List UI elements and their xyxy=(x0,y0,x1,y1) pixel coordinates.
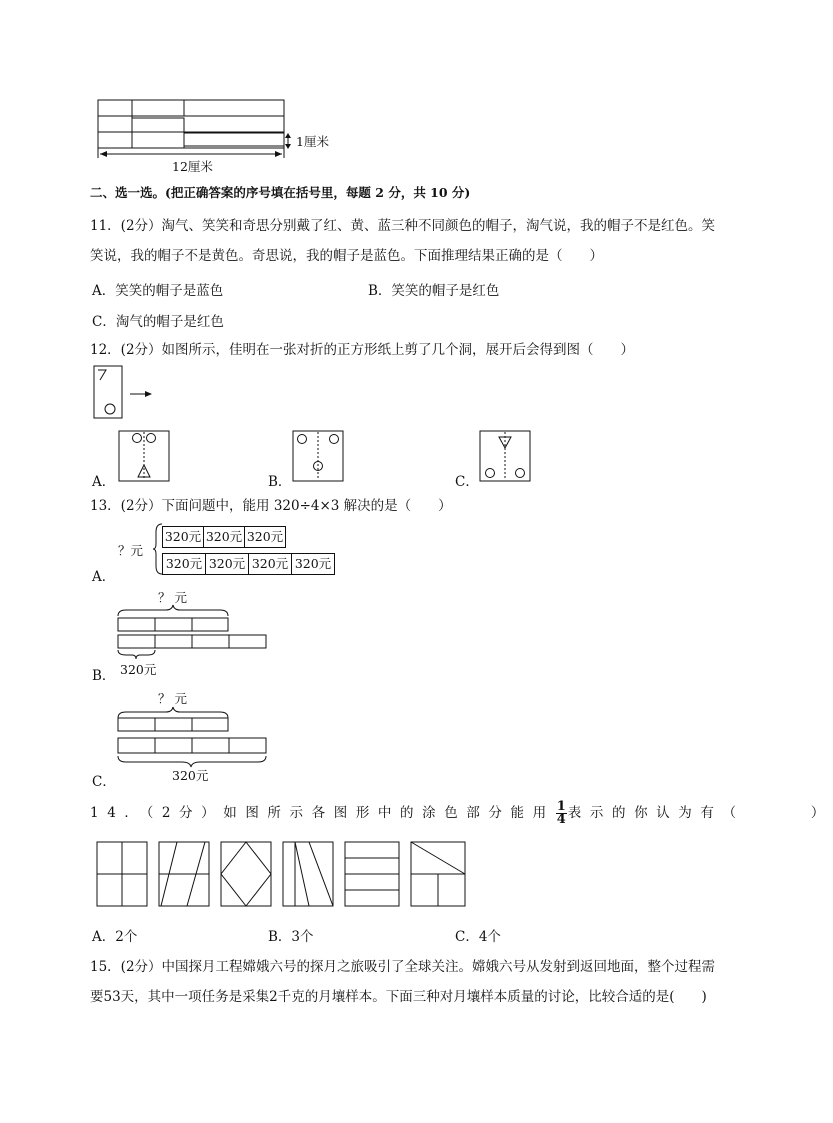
q13-c-diagram xyxy=(112,704,272,770)
q11-stem-line2: 笑说，我的帽子不是黄色。奇思说，我的帽子是蓝色。下面推理结果正确的是（ ） xyxy=(90,248,603,264)
q14-fraction xyxy=(556,801,567,826)
q13-b-unknown: ？ 元 xyxy=(158,590,187,605)
q13-option-a-label: A． xyxy=(92,569,116,585)
q14-shape-4 xyxy=(283,842,333,906)
q11-option-b: B．笑笑的帽子是红色 xyxy=(368,283,500,299)
q14-shape-1 xyxy=(97,842,147,906)
q12-option-a-label: A． xyxy=(92,474,116,490)
q13-a-cell: 320元 xyxy=(163,554,206,574)
q14-shape-6 xyxy=(411,842,465,906)
section-heading: 二、选一选。(把正确答案的序号填在括号里，每题 2 分，共 10 分) xyxy=(90,185,471,200)
q14-stem xyxy=(90,798,833,828)
q13-b-cell-label: 320元 xyxy=(120,662,157,677)
q13-stem: 13．(2分）下面问题中，能用 320÷4×3 解决的是（ ） xyxy=(90,498,452,514)
q13-option-b-label: B． xyxy=(92,668,116,684)
q13-a-row2 xyxy=(162,553,335,575)
q13-a-unknown: ？元 xyxy=(118,543,144,558)
q12-option-b-figure xyxy=(292,430,346,484)
q14-stem-after: 表示的你认为有（ ） xyxy=(567,805,833,821)
q14-stem-before: 14．（2分）如图所示各图形中的涂色部分能用 xyxy=(90,805,555,821)
q13-option-c-label: C． xyxy=(92,774,116,790)
q11-option-a: A．笑笑的帽子是蓝色 xyxy=(92,283,224,299)
q14-option-a: A．2个 xyxy=(92,929,138,945)
q13-a-cell: 320元 xyxy=(294,556,332,571)
q14-shapes xyxy=(95,840,470,910)
q12-option-b-label: B． xyxy=(268,474,292,490)
q15-stem-line2: 要53天，其中一项任务是采集2千克的月壤样本。下面三种对月壤样本质量的讨论，比较合适的是( ) xyxy=(90,989,707,1005)
q13-a-cell: 320元 xyxy=(249,554,292,574)
q13-a-cell: 320元 xyxy=(204,527,245,547)
q13-c-cell-label: 320元 xyxy=(172,768,209,783)
q13-a-cell: 320元 xyxy=(163,527,204,547)
q11-option-c: C．淘气的帽子是红色 xyxy=(92,314,224,330)
q12-option-c-figure xyxy=(479,430,533,484)
q15-stem-line1: 15．(2分）中国探月工程嫦娥六号的探月之旅吸引了全球关注。嫦娥六号从发射到返回地面，整个过程需 xyxy=(90,959,716,975)
q13-a-cell: 320元 xyxy=(246,529,284,544)
q14-option-b: B．3个 xyxy=(268,929,314,945)
q14-option-c: C．4个 xyxy=(455,929,501,945)
q13-c-unknown: ？ 元 xyxy=(158,691,187,706)
q14-fraction-numerator: 1 xyxy=(556,799,566,814)
q14-shape-5 xyxy=(345,842,399,906)
height-label: 1厘米 xyxy=(296,134,329,149)
q13-b-diagram xyxy=(112,602,272,662)
q12-option-a-figure xyxy=(118,430,172,484)
q13-a-row1 xyxy=(162,526,286,548)
folded-paper-figure xyxy=(92,364,162,424)
q14-fraction-denominator: 4 xyxy=(556,812,566,827)
q13-a-cell: 320元 xyxy=(206,554,249,574)
q11-stem-line1: 11．(2分）淘气、笑笑和奇思分别戴了红、黄、蓝三种不同颜色的帽子，淘气说，我的帽子不是红色。笑 xyxy=(90,218,716,234)
q14-shape-3 xyxy=(221,842,271,906)
q12-stem: 12．(2分）如图所示，佳明在一张对折的正方形纸上剪了几个洞，展开后会得到图（ ） xyxy=(90,342,635,358)
q14-shape-2 xyxy=(159,842,209,906)
q12-option-c-label: C． xyxy=(455,474,479,490)
width-label: 12厘米 xyxy=(172,159,213,174)
